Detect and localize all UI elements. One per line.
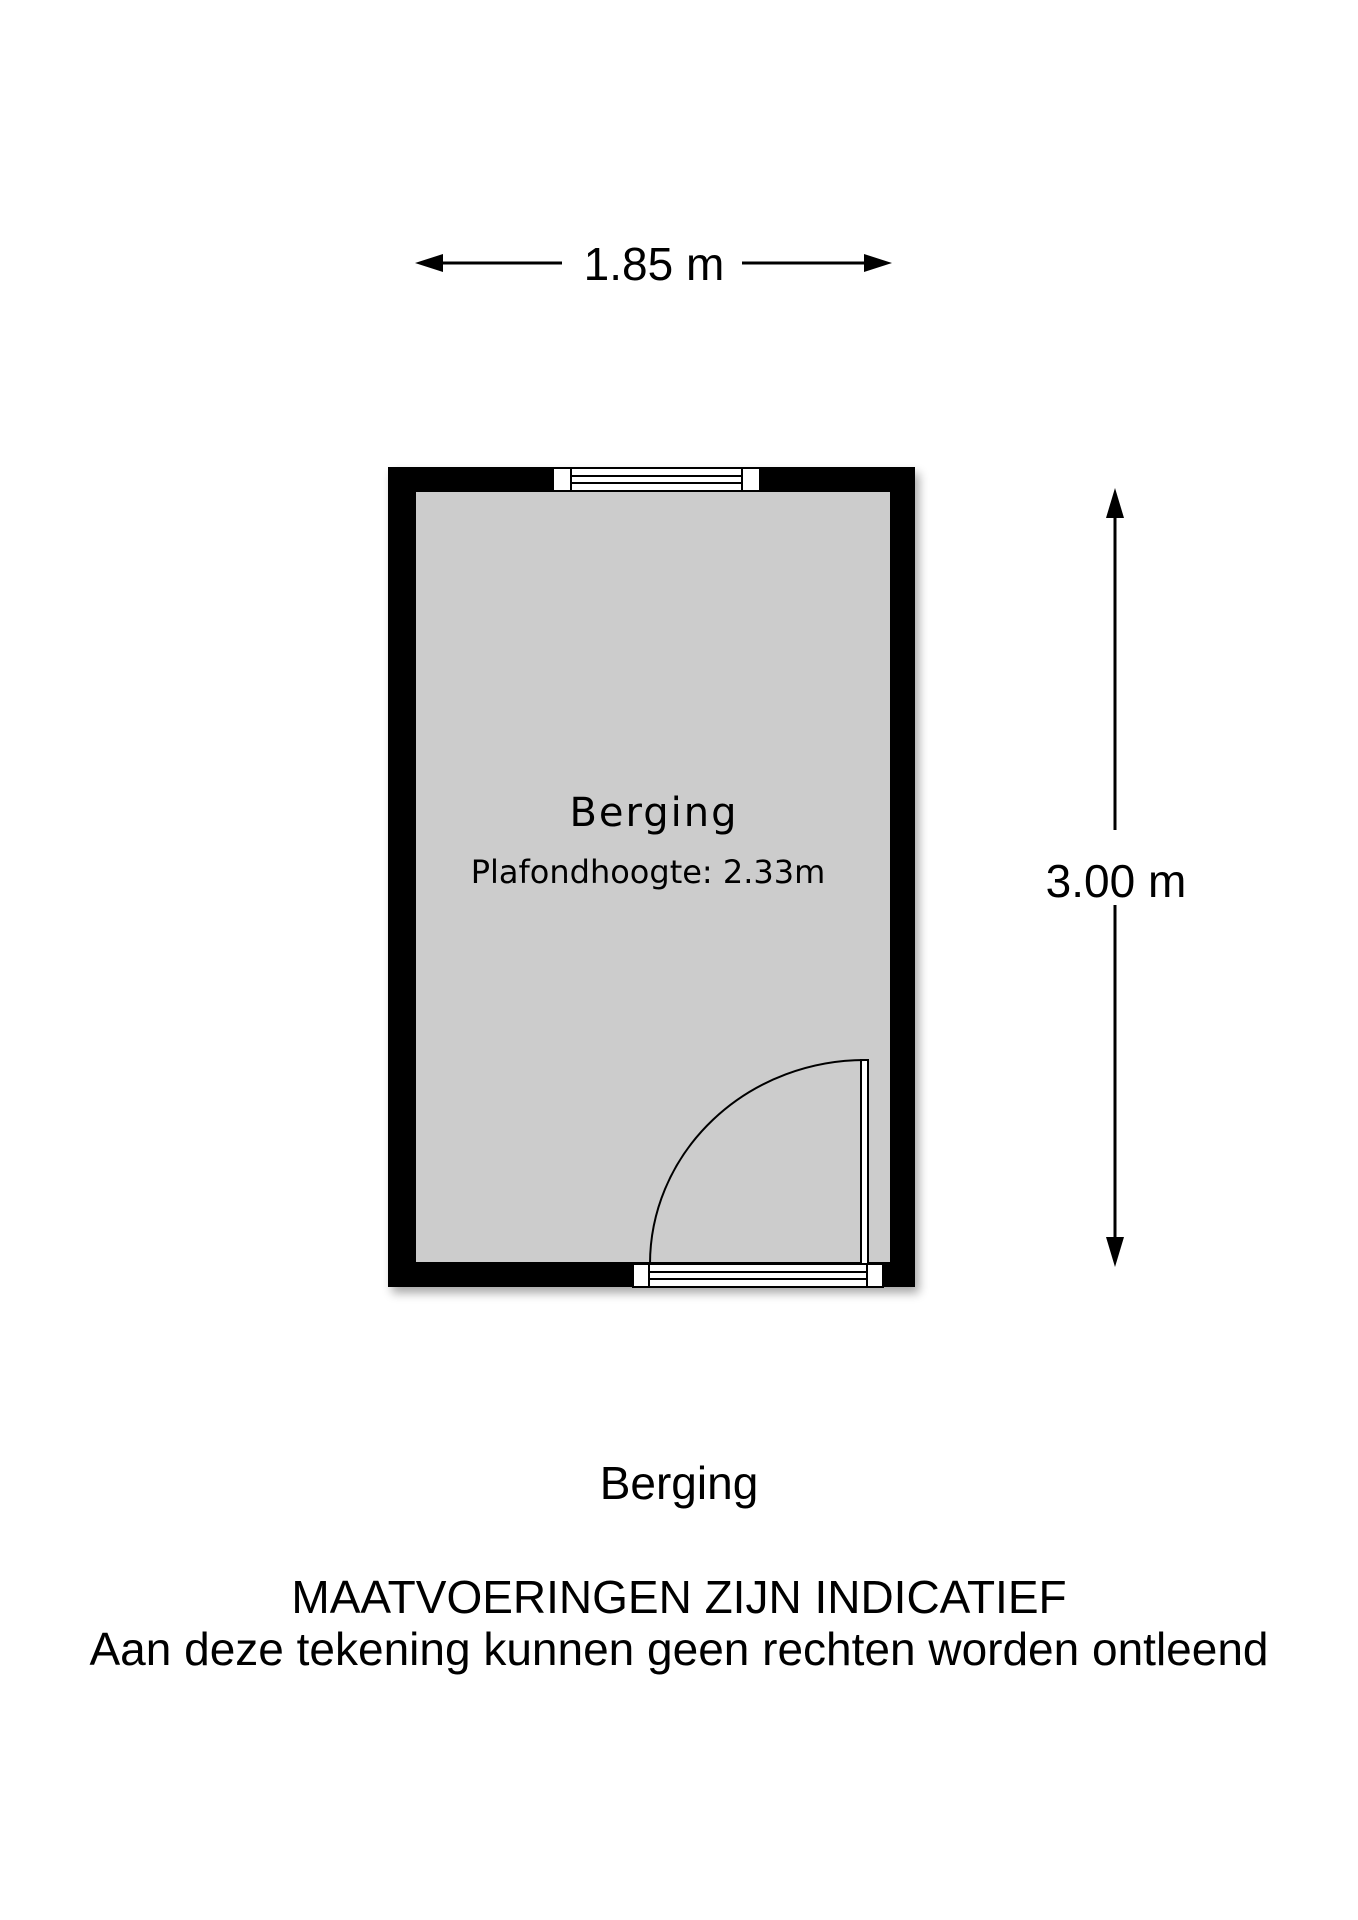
window [553, 468, 760, 491]
arrow-up-icon [1106, 488, 1124, 518]
height-dimension-label: 3.00 m [1045, 855, 1187, 907]
room-name: Berging [569, 790, 739, 836]
arrow-left-icon [415, 254, 443, 272]
width-dimension [415, 238, 892, 290]
height-dimension [1046, 488, 1187, 1267]
arrow-right-icon [864, 254, 892, 272]
door-leaf [861, 1060, 868, 1264]
room-ceiling-height: Plafondhoogte: 2.33m [470, 853, 826, 891]
width-dimension-label: 1.85 m [583, 238, 725, 290]
arrow-down-icon [1106, 1237, 1124, 1267]
disclaimer-heading: MAATVOERINGEN ZIJN INDICATIEF [291, 1571, 1067, 1623]
floor-label: Berging [599, 1457, 759, 1509]
disclaimer-text: Aan deze tekening kunnen geen rechten worden ontleend [89, 1623, 1269, 1675]
